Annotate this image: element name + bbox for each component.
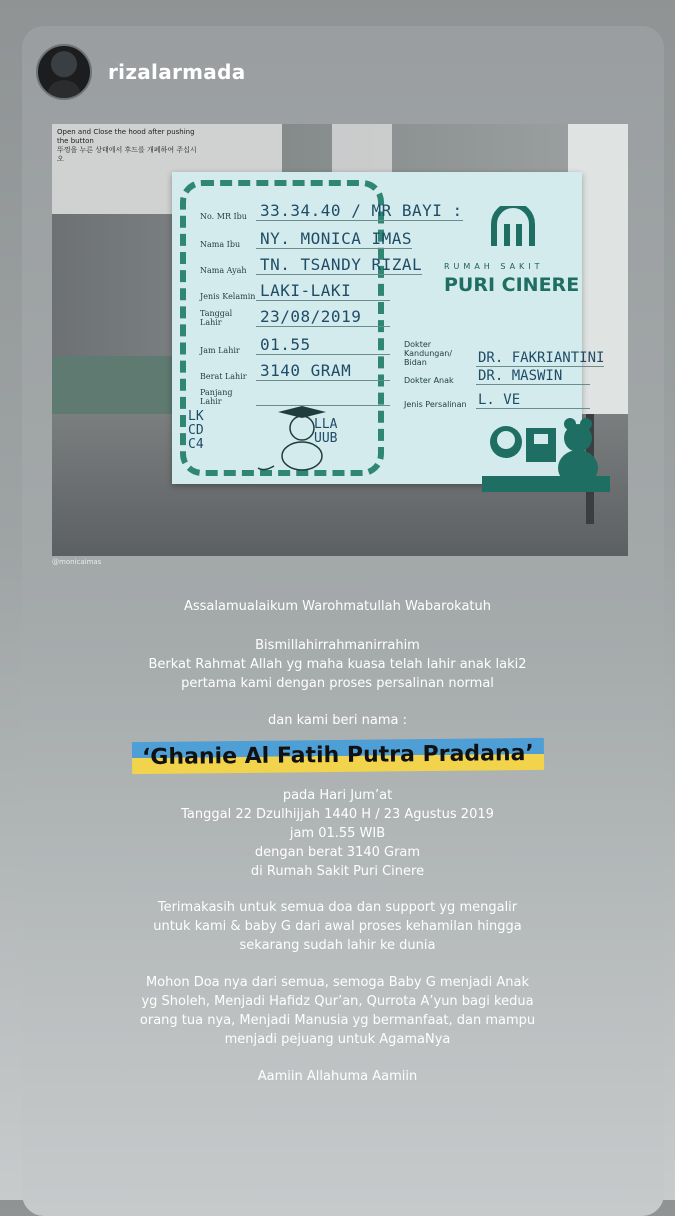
doctor-obstetric bbox=[404, 340, 604, 367]
field-label: Berat Lahir bbox=[200, 372, 247, 381]
field-label: Tanggal Lahir bbox=[200, 309, 233, 327]
caption-line: di Rumah Sakit Puri Cinere bbox=[250, 864, 425, 879]
caption-line: dengan berat 3140 Gram bbox=[254, 845, 421, 860]
greeting: Assalamualaikum Warohmatullah Wabarokatuh bbox=[183, 599, 492, 614]
field-label: No. MR Ibu bbox=[200, 212, 247, 221]
baby-name-highlight: ‘Ghanie Al Fatih Putra Pradana’ bbox=[131, 738, 543, 774]
caption-line: pada Hari Jum’at bbox=[282, 788, 393, 803]
caption-line: Terimakasih untuk semua doa dan support yg mengalir bbox=[157, 900, 518, 915]
hospital-logo-icon bbox=[490, 206, 536, 248]
field-value: 01.55 bbox=[256, 336, 390, 355]
field-birth-time bbox=[200, 336, 390, 355]
toys-illustration bbox=[482, 412, 610, 492]
caption-line: Berkat Rahmat Allah yg maha kuasa telah lahir anak laki2 bbox=[148, 657, 527, 672]
hood-instruction-korean: 뚜껑을 누른 상태에서 후드를 개폐하여 주십시오 bbox=[57, 146, 197, 163]
naming-line: dan kami beri nama : bbox=[268, 713, 407, 728]
field-label: Nama Ibu bbox=[200, 240, 241, 249]
field-father bbox=[200, 256, 422, 275]
field-value: 3140 GRAM bbox=[256, 362, 390, 381]
caption-line: sekarang sudah lahir ke dunia bbox=[239, 938, 436, 953]
caption-line: menjadi pejuang untuk AgamaNya bbox=[224, 1032, 451, 1047]
caption-line: jam 01.55 WIB bbox=[289, 826, 386, 841]
caption-line: Mohon Doa nya dari semua, semoga Baby G menjadi Anak bbox=[145, 975, 530, 990]
caption-line: pertama kami dengan proses persalinan normal bbox=[181, 676, 494, 691]
caption-line: Bismillahirrahmanirrahim bbox=[255, 638, 420, 653]
caption-line: orang tua nya, Menjadi Manusia yg bermanfaat, dan mampu bbox=[139, 1013, 536, 1028]
photo-credit: @monicaimas bbox=[52, 558, 102, 566]
doctor-value: L. VE bbox=[476, 392, 590, 409]
field-birth-length bbox=[200, 388, 390, 406]
incubator-rail bbox=[52, 356, 172, 414]
caption-line: untuk kami & baby G dari awal proses kehamilan hingga bbox=[153, 919, 522, 934]
field-value: LAKI-LAKI bbox=[256, 282, 390, 301]
incubator-instruction bbox=[57, 128, 197, 164]
field-mr bbox=[200, 202, 463, 221]
doctor-label: Jenis Persalinan bbox=[404, 400, 467, 409]
username[interactable]: rizalarmada bbox=[108, 60, 246, 84]
doctor-value: DR. MASWIN bbox=[476, 368, 590, 385]
field-label: Jam Lahir bbox=[200, 346, 240, 355]
field-value: TN. TSANDY RIZAL bbox=[256, 256, 422, 275]
field-label: Nama Ayah bbox=[200, 266, 247, 275]
delivery-type bbox=[404, 392, 590, 409]
doctor-label: Dokter Anak bbox=[404, 376, 454, 385]
doctor-label: Dokter Kandungan/ Bidan bbox=[404, 340, 453, 367]
field-label: Panjang Lahir bbox=[200, 388, 233, 406]
field-value: 33.34.40 / MR BAYI : bbox=[256, 202, 463, 221]
caption-line: Tanggal 22 Dzulhijjah 1440 H / 23 Agustus 2019 bbox=[181, 807, 494, 822]
field-label: Jenis Kelamin bbox=[200, 292, 256, 301]
closing-line: Aamiin Allahuma Aamiin bbox=[257, 1069, 418, 1084]
field-value: NY. MONICA IMAS bbox=[256, 230, 412, 249]
baby-name-card bbox=[172, 172, 605, 484]
doctor-value: DR. FAKRIANTINI bbox=[478, 350, 605, 366]
handwritten-note-right: LLA UUB bbox=[314, 417, 338, 446]
avatar[interactable] bbox=[36, 44, 92, 100]
baby-name-wrap bbox=[0, 740, 675, 772]
hospital-name: PURI CINERE bbox=[444, 274, 580, 296]
field-gender bbox=[200, 282, 390, 301]
doctor-pediatric bbox=[404, 368, 590, 385]
field-birth-weight bbox=[200, 362, 390, 381]
field-birth-date bbox=[200, 308, 390, 327]
hospital-subtitle: RUMAH SAKIT bbox=[444, 262, 544, 271]
story-header bbox=[36, 44, 246, 100]
story-photo bbox=[52, 124, 628, 556]
hood-instruction-text: Open and Close the hood after pushing the button bbox=[57, 128, 195, 145]
field-mother bbox=[200, 230, 412, 249]
caption-line: yg Sholeh, Menjadi Hafidz Qur’an, Qurrota A’yun bagi kedua bbox=[141, 994, 534, 1009]
field-value: 23/08/2019 bbox=[256, 308, 390, 327]
handwritten-note-left: LK CD C4 bbox=[188, 409, 204, 452]
